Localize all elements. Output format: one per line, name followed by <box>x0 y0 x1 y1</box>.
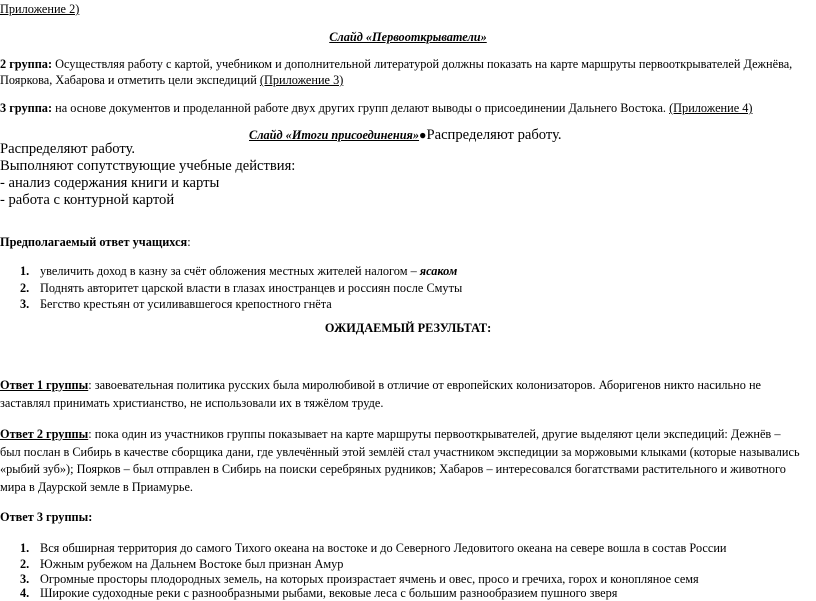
answer3-label: Ответ 3 группы: <box>0 510 93 524</box>
list-item <box>0 264 457 279</box>
expected-answer-colon: : <box>187 235 191 249</box>
expected-answer-heading <box>0 235 191 250</box>
list-number: 2. <box>20 281 30 295</box>
group3-label: 3 группа: <box>0 101 53 115</box>
list-emphasis: ясаком <box>419 264 458 278</box>
answer2-text: : пока один из участников группы показывает на карте маршруты первооткрывателей, другие выделяют цели экспедиций: Дежнёв – был послан в Сибирь в качестве сборщика дани, где увлечённый этой землёй стал участником экспедиции за моржовыми клыками (которые назывались «рыбий зуб»); Поярков – был отправлен в Сибирь на поиски серебряных рудников; Хабаров – интересовался богатствами растительного и животного мира в Даурской земле в Приамурье. <box>0 427 800 494</box>
answer-group1 <box>0 376 804 412</box>
expected-answer-label: Предполагаемый ответ учащихся <box>0 235 188 249</box>
list-text: Вся обширная территория до самого Тихого океана на востоке и до Северного Ледовитого океана на севере вошла в состав России <box>40 541 727 555</box>
activity-line: - анализ содержания книги и карты <box>0 175 220 191</box>
list-item <box>0 297 332 312</box>
answer2-label: Ответ 2 группы <box>0 427 89 441</box>
list-number: 4. <box>20 586 30 600</box>
list-text: Широкие судоходные реки с разнообразными рыбами, вековые леса с большим разнообразием пушного зверя <box>40 586 618 600</box>
answer1-label: Ответ 1 группы <box>0 378 89 392</box>
list-text: Бегство крестьян от усиливавшегося крепостного гнёта <box>40 297 332 311</box>
appendix-label: Приложение 2) <box>0 2 80 16</box>
list-number: 1. <box>20 541 30 555</box>
activity-line: Распределяют работу. <box>0 141 136 157</box>
group2-label: 2 группа: <box>0 57 53 71</box>
list-text: Южным рубежом на Дальнем Востоке был признан Амур <box>40 557 344 571</box>
group3-task <box>0 101 804 116</box>
list-number: 1. <box>20 264 30 278</box>
answer-group2 <box>0 426 804 496</box>
list-text: Огромные просторы плодородных земель, на которых произрастает ячмень и овес, просо и гречиха, горох и конопляное семя <box>40 572 699 586</box>
list-item <box>0 541 726 556</box>
group2-text: Осуществляя работу с картой, учебником и дополнительной литературой должны показать на карте маршруты первооткрывателей Дежнёва, Пояркова, Хабарова и отметить цели экспедиций <box>0 57 793 87</box>
activity-line: - работа с контурной картой <box>0 192 175 208</box>
group3-ref: (Приложение 4) <box>669 101 753 115</box>
group2-task <box>0 56 804 88</box>
slide-title-pioneers: Слайд «Первооткрыватели» <box>329 30 487 44</box>
list-number: 2. <box>20 557 30 571</box>
slide-title-results-line <box>249 127 562 144</box>
answer1-text: : завоевательная политика русских была миролюбивой в отличие от европейских колонизаторов. Аборигенов никто насильно не заставлял принимать христианство, не использовали их в тяжёлом труде. <box>0 378 762 410</box>
group2-ref: (Приложение 3) <box>259 73 344 87</box>
slide-title-results: Слайд «Итоги присоединения» <box>249 128 420 142</box>
list-item <box>0 586 617 601</box>
list-item <box>0 557 343 572</box>
list-item <box>0 572 699 587</box>
bullet-icon: ● <box>419 128 427 142</box>
list-text: Поднять авторитет царской власти в глазах иностранцев и россиян после Смуты <box>40 281 463 295</box>
list-text: увеличить доход в казну за счёт обложения местных жителей налогом – <box>40 264 420 278</box>
list-number: 3. <box>20 572 30 586</box>
group3-text: на основе документов и проделанной работе двух других групп делают выводы о присоединении Дальнего Востока. <box>52 101 670 115</box>
expected-result-heading: ОЖИДАЕМЫЙ РЕЗУЛЬТАТ: <box>324 321 492 335</box>
activity-line: Выполняют сопутствующие учебные действия: <box>0 158 296 174</box>
list-item <box>0 281 462 296</box>
list-number: 3. <box>20 297 30 311</box>
distribute-work-inline: Распределяют работу. <box>426 127 562 143</box>
